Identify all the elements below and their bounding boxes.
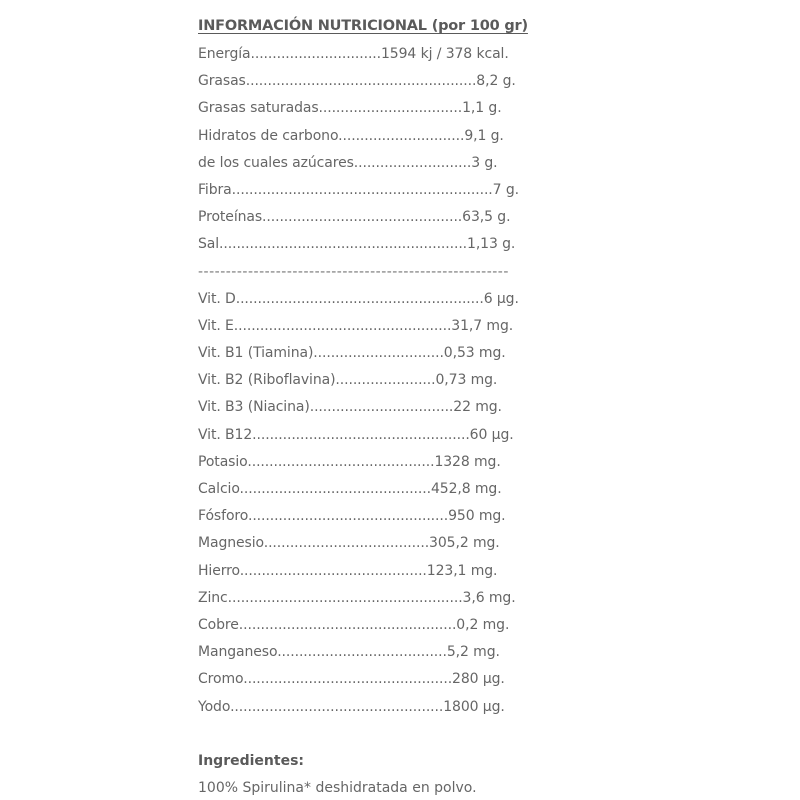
nutrient-row-proteinas: Proteínas..............................................63,5 g.	[198, 209, 511, 226]
nutrition-document	[198, 14, 618, 800]
dashed-separator: --------------------------------------------------------	[198, 263, 509, 280]
nutrition-title: INFORMACIÓN NUTRICIONAL (por 100 gr)	[198, 18, 528, 34]
nutrient-row-grasas-saturadas: Grasas saturadas.................................1,1 g.	[198, 100, 502, 117]
nutrient-row-vit-b1: Vit. B1 (Tiamina)..............................0,53 mg.	[198, 345, 506, 362]
nutrient-row-azucares: de los cuales azúcares...........................3 g.	[198, 154, 498, 171]
nutrient-row-magnesio: Magnesio......................................305,2 mg.	[198, 535, 500, 552]
nutrient-row-fibra: Fibra............................................................7 g.	[198, 181, 519, 198]
nutrient-row-vit-e: Vit. E..................................................31,7 mg.	[198, 317, 514, 334]
nutrient-row-yodo: Yodo.................................................1800 µg.	[198, 698, 505, 715]
ingredients-text: 100% Spirulina* deshidratada en polvo.	[198, 779, 477, 796]
nutrient-row-cobre: Cobre..................................................0,2 mg.	[198, 616, 510, 633]
nutrient-row-zinc: Zinc......................................................3,6 mg.	[198, 589, 516, 606]
nutrient-row-vit-b12: Vit. B12..................................................60 µg.	[198, 426, 514, 443]
nutrient-row-fosforo: Fósforo..............................................950 mg.	[198, 508, 506, 525]
macros-list	[198, 41, 618, 259]
nutrient-row-hidratos: Hidratos de carbono.............................9,1 g.	[198, 127, 504, 144]
nutrient-row-hierro: Hierro...........................................123,1 mg.	[198, 562, 498, 579]
micros-list	[198, 286, 618, 721]
spacer	[198, 721, 618, 748]
nutrient-row-manganeso: Manganeso.......................................5,2 mg.	[198, 644, 500, 661]
nutrient-row-vit-b3: Vit. B3 (Niacina).................................22 mg.	[198, 399, 502, 416]
nutrient-row-vit-b2: Vit. B2 (Riboflavina).......................0,73 mg.	[198, 372, 498, 389]
nutrient-row-vit-d: Vit. D.........................................................6 µg.	[198, 290, 519, 307]
nutrient-row-calcio: Calcio............................................452,8 mg.	[198, 481, 502, 497]
nutrient-row-grasas: Grasas.....................................................8,2 g.	[198, 73, 516, 90]
ingredients-heading: Ingredientes:	[198, 752, 304, 769]
nutrient-row-potasio: Potasio...........................................1328 mg.	[198, 453, 501, 470]
nutrient-row-energia: Energía..............................1594 kj / 378 kcal.	[198, 46, 509, 62]
nutrient-row-cromo: Cromo................................................280 µg.	[198, 671, 505, 688]
nutrient-row-sal: Sal.........................................................1,13 g.	[198, 236, 516, 253]
